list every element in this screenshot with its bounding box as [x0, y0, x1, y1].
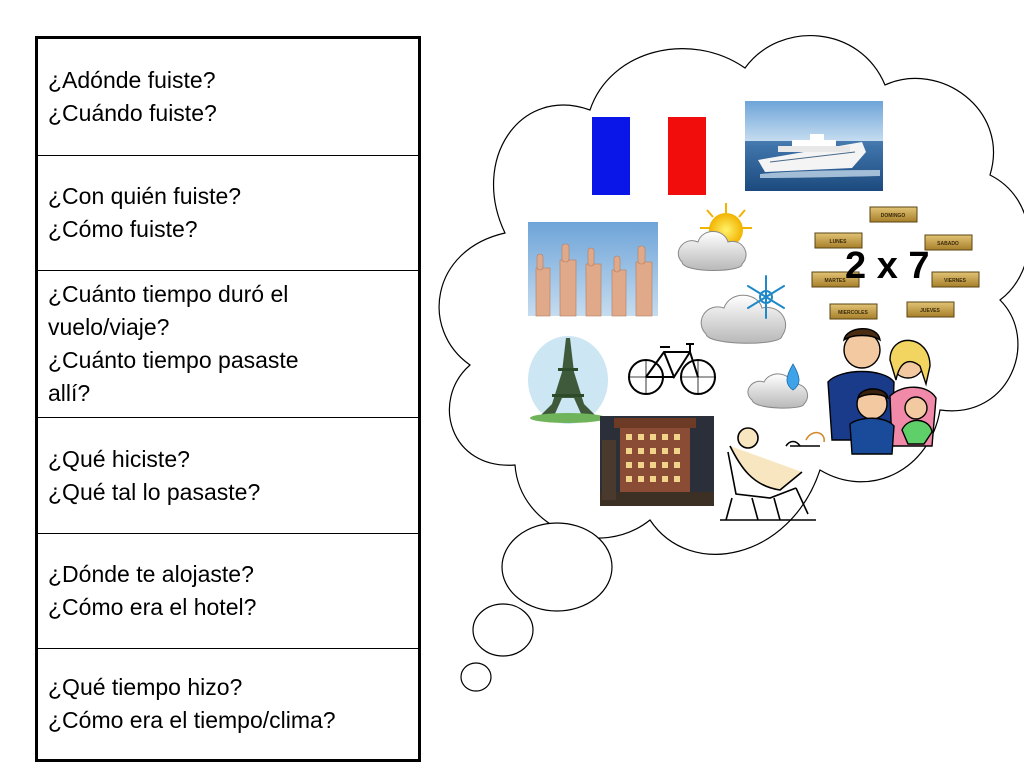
day-sign-sabado: [925, 235, 972, 250]
day-sign-domingo: [870, 207, 917, 222]
hotel-image: [600, 416, 714, 506]
question-line: ¿Qué tal lo pasaste?: [48, 478, 261, 505]
day-label: JUEVES: [920, 308, 940, 314]
thought-bubble-medium: [473, 604, 533, 656]
question-line: ¿Cuánto tiempo duró el: [48, 281, 289, 307]
question-line: ¿Cuánto tiempo pasaste: [48, 347, 299, 373]
question-line: ¿Adónde fuiste?: [48, 67, 216, 93]
day-label: VIERNES: [944, 278, 966, 284]
day-label: MIERCOLES: [838, 310, 868, 316]
eiffel-tower-image: [528, 336, 608, 424]
question-line: ¿Dónde te alojaste?: [48, 561, 254, 587]
question-line: ¿Cómo era el hotel?: [48, 594, 257, 620]
cruise-ship-image: [745, 101, 883, 191]
question-line: ¿Cómo era el tiempo/clima?: [48, 707, 336, 733]
thought-cloud: [439, 36, 1024, 555]
day-label: DOMINGO: [880, 213, 906, 219]
thumbs-up-image: [528, 222, 658, 316]
question-line: ¿Qué tiempo hizo?: [48, 674, 243, 700]
two-weeks-label: 2 x 7: [845, 245, 930, 287]
question-line: ¿Cómo fuiste?: [48, 216, 198, 242]
question-line: ¿Cuándo fuiste?: [48, 100, 217, 126]
question-line: ¿Con quién fuiste?: [48, 183, 242, 209]
day-label: MARTES: [824, 278, 846, 284]
day-sign-jueves: [907, 302, 954, 317]
thought-bubble-small: [461, 663, 491, 691]
question-line: ¿Qué hiciste?: [48, 445, 190, 472]
question-line: vuelo/viaje?: [48, 314, 170, 340]
question-line: allí?: [48, 380, 91, 406]
day-sign-viernes: [932, 272, 979, 287]
day-label: SABADO: [937, 241, 959, 247]
thought-bubble-large: [502, 523, 612, 611]
day-label: LUNES: [829, 239, 847, 245]
day-sign-miercoles: [830, 304, 877, 319]
